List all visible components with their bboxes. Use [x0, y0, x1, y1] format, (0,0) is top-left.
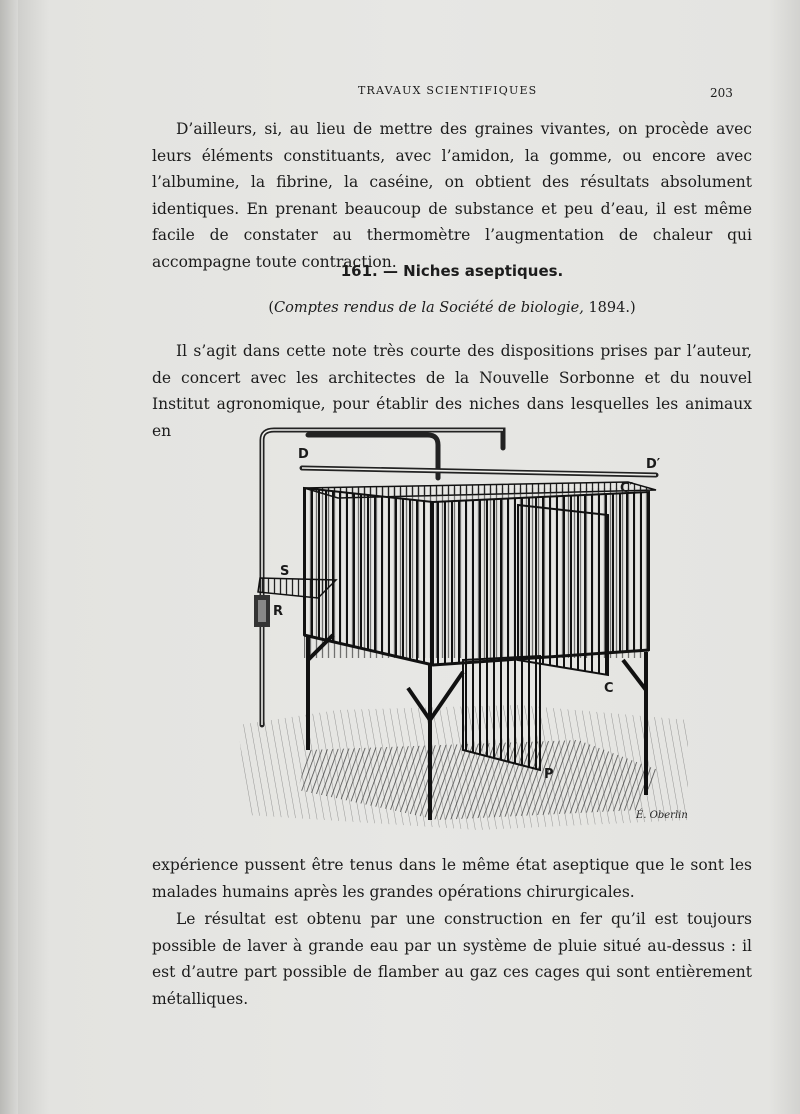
book-page: [18, 0, 800, 1114]
label-p: P: [544, 767, 554, 782]
citation: [152, 300, 752, 316]
paragraph-resultat: Le résultat est obtenu par une construction en fer qu’il est toujours possible de laver à grande eau par un système de pluie situé au-dessus : il est d’autre part possible de flamber au gaz ces cages qui sont entièrement métalliques.: [152, 910, 752, 1008]
paragraph-niches-intro: Il s’agit dans cette note très courte des dispositions prises par l’auteur, de concert avec les architectes de la Nouvelle Sorbonne et du nouvel Institut agronomique, pour établir des niches dans lesquelles les animaux en: [152, 342, 752, 440]
label-c: C: [604, 681, 614, 696]
cage-door: [518, 505, 608, 675]
figure-aseptic-cage: [218, 420, 698, 840]
binding-shadow: [0, 0, 18, 1114]
label-s: S: [280, 564, 290, 579]
paragraph-chaleur: D’ailleurs, si, au lieu de mettre des graines vivantes, on procède avec leurs éléments constituants, avec l’amidon, la gomme, ou encore avec l’albumine, la fibrine, la caséine, on obtient des résultats absolument identiques. En prenant beaucoup de substance et peu d’eau, il est même facile de constater au thermomètre l’augmentation de chaleur qui accompagne toute contraction.: [152, 120, 752, 271]
engraver-signature: É. Oberlin: [636, 810, 688, 821]
cage-engraving: [218, 420, 698, 840]
label-c-prime: C′: [620, 481, 633, 496]
citation-year: 1894.: [583, 300, 630, 316]
section-heading: 161. — Niches aseptiques.: [340, 262, 564, 280]
paragraph-malades: expérience pussent être tenus dans le même état aseptique que le sont les malades humains après les grandes opérations chirurgicales.: [152, 856, 752, 901]
label-d: D: [298, 447, 309, 462]
label-d-prime: D′: [646, 457, 661, 472]
panel-p: [463, 656, 540, 770]
citation-close: ): [629, 300, 636, 316]
running-header: [18, 84, 800, 104]
citation-source: Comptes rendus de la Société de biologie,: [274, 300, 584, 316]
label-r: R: [273, 604, 284, 619]
page-number: 203: [710, 86, 733, 100]
running-title: TRAVAUX SCIENTIFIQUES: [358, 84, 538, 97]
citation-open: (: [268, 300, 275, 316]
